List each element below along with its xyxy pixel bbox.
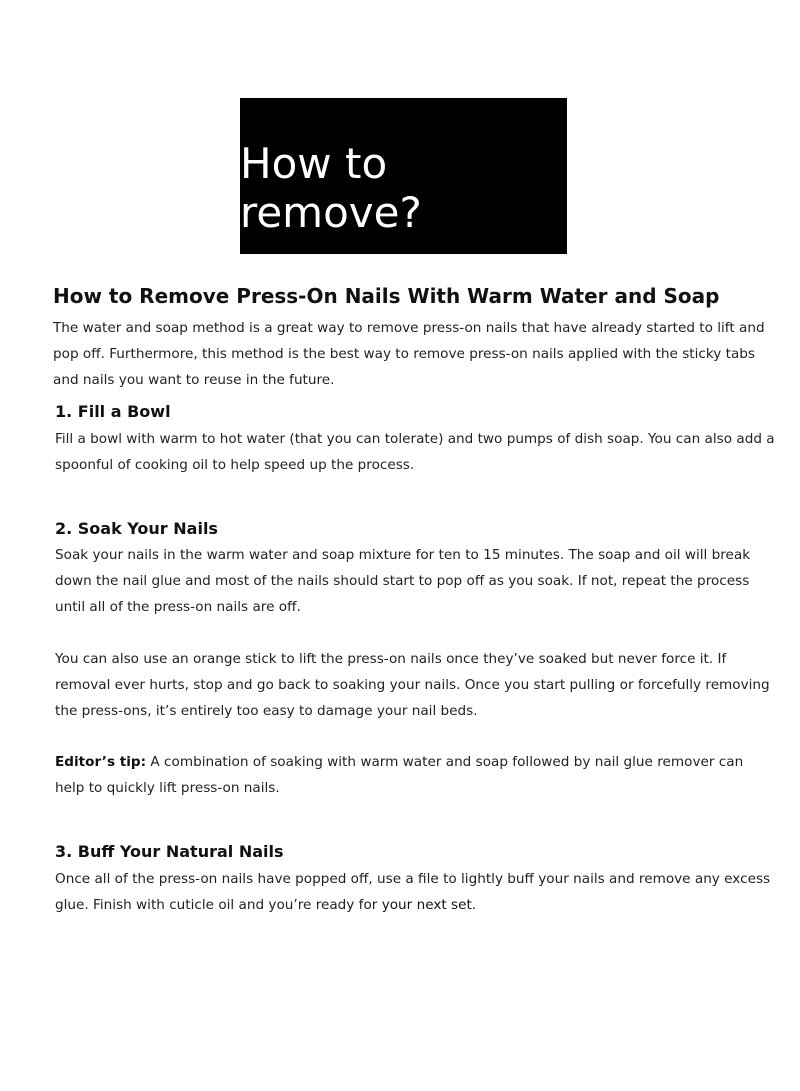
- intro-paragraph: The water and soap method is a great way to remove press-on nails that have already started to lift and pop off. Furthermore, this method is the best way to remove press-on nails applied with the sticky tabs and nails you want to reuse in the future.: [53, 320, 765, 388]
- editor-tip-label: Editor’s tip:: [55, 754, 147, 770]
- step-3-body: [55, 866, 775, 918]
- step-2-body-2: You can also use an orange stick to lift the press-on nails once they’ve soaked but never force it. If removal ever hurts, stop and go back to soaking your nails. Once you start pulling or forcefully removing the press-ons, it’s entirely too easy to damage your nail beds.: [55, 651, 770, 719]
- step-3-heading: 3. Buff Your Natural Nails: [55, 842, 284, 861]
- editor-tip: [55, 749, 775, 801]
- banner-image: [240, 98, 567, 254]
- step-3-body-text: Once all of the press-on nails have popped off, use a file to lightly buff your nails and remove any excess glue. Finish with cuticle oil and you’re ready for: [55, 871, 771, 913]
- step-1-body: Fill a bowl with warm to hot water (that you can tolerate) and two pumps of dish soap. You can also add a spoonful of cooking oil to help speed up the process.: [55, 431, 775, 473]
- step-2-body: Soak your nails in the warm water and soap mixture for ten to 15 minutes. The soap and oil will break down the nail glue and most of the nails should start to pop off as you soak. If not, repeat the process until all of the press-on nails are off.: [55, 547, 751, 615]
- next-set-link[interactable]: your next set.: [381, 897, 477, 913]
- step-1-heading: 1. Fill a Bowl: [55, 402, 171, 421]
- editor-tip-text: A combination of soaking with warm water and soap followed by nail glue remover can help to quickly lift press-on nails.: [55, 754, 744, 796]
- step-2-heading: 2. Soak Your Nails: [55, 519, 218, 538]
- article-title: How to Remove Press-On Nails With Warm Water and Soap: [53, 284, 720, 308]
- banner-text: How to remove?: [240, 139, 422, 237]
